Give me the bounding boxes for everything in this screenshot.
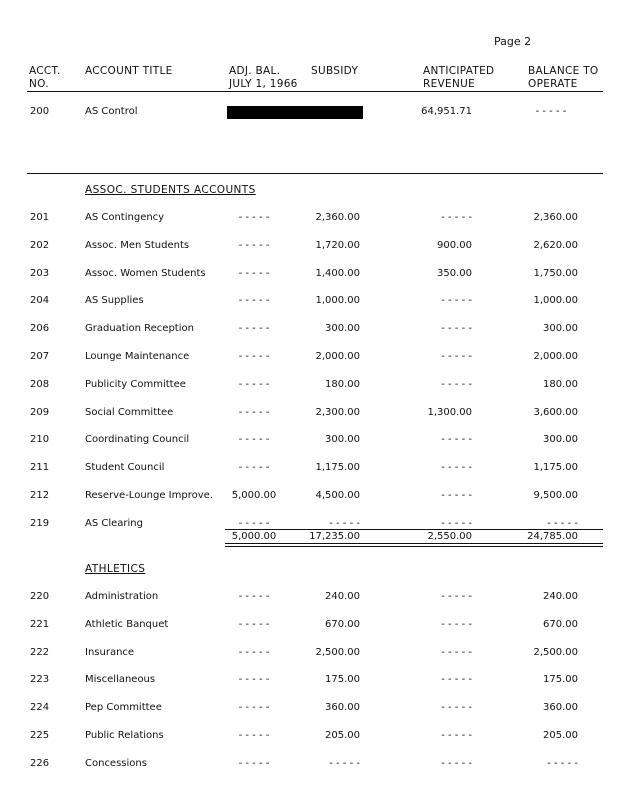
row-revenue: - - - - - (441, 674, 472, 685)
row-account-title: Graduation Reception (85, 323, 194, 334)
row-acct-no: 207 (30, 351, 50, 362)
row-adj-balance: - - - - - (238, 730, 270, 741)
row-account-title: Student Council (85, 462, 165, 473)
row-revenue: 900.00 (437, 240, 472, 251)
row-account-title: Assoc. Men Students (85, 240, 190, 251)
row-subsidy: - - - - - (329, 758, 360, 769)
row-balance: 2,500.00 (533, 647, 578, 658)
redaction-bar (227, 106, 363, 119)
total-adj-balance: 5,000.00 (231, 531, 277, 542)
row-subsidy: 300.00 (325, 323, 360, 334)
row-revenue: - - - - - (441, 323, 472, 334)
row-acct-no: 209 (30, 407, 50, 418)
row-balance: 205.00 (543, 730, 578, 741)
row-balance: 2,000.00 (533, 351, 578, 362)
row-acct-no: 222 (30, 647, 50, 658)
row-revenue: - - - - - (441, 591, 472, 602)
row-account-title: Lounge Maintenance (85, 351, 190, 362)
totals-underline (225, 543, 603, 544)
row-balance: 3,600.00 (533, 407, 578, 418)
row-acct-no: 221 (30, 619, 50, 630)
row-balance: 2,620.00 (533, 240, 578, 251)
row-account-title: Reserve-Lounge Improve. (85, 490, 213, 501)
row-acct-no: 225 (30, 730, 50, 741)
row-revenue: - - - - - (441, 702, 472, 713)
row-subsidy: 1,175.00 (315, 462, 360, 473)
row-acct-no: 202 (30, 240, 50, 251)
row-account-title: Miscellaneous (85, 674, 156, 685)
row-account-title: Public Relations (85, 730, 164, 741)
row-account-title: Pep Committee (85, 702, 162, 713)
row-adj-balance: - - - - - (238, 758, 270, 769)
row-acct-no: 203 (30, 268, 50, 279)
row-balance: 1,175.00 (533, 462, 578, 473)
total-subsidy: 17,235.00 (309, 531, 360, 542)
row-acct-no: 219 (30, 518, 50, 529)
row-account-title: Administration (85, 591, 159, 602)
row-adj-balance: - - - - - (238, 702, 270, 713)
row-revenue: - - - - - (441, 758, 472, 769)
row-subsidy: 2,000.00 (315, 351, 360, 362)
totals-rule (225, 529, 603, 530)
row-revenue: - - - - - (441, 295, 472, 306)
section-title: ASSOC. STUDENTS ACCOUNTS (85, 184, 256, 196)
header-anticipated-revenue: ANTICIPATED REVENUE (423, 65, 495, 90)
row-adj-balance: - - - - - (238, 518, 270, 529)
row-balance: 9,500.00 (533, 490, 578, 501)
row-subsidy: - - - - - (329, 518, 360, 529)
row-subsidy: 1,400.00 (315, 268, 360, 279)
header-rule (27, 91, 603, 92)
row-adj-balance: - - - - - (238, 434, 270, 445)
row-balance: 2,360.00 (533, 212, 578, 223)
row-balance: 300.00 (543, 434, 578, 445)
row-subsidy: 1,000.00 (315, 295, 360, 306)
row-adj-balance: - - - - - (238, 619, 270, 630)
row-balance: 670.00 (543, 619, 578, 630)
row-account-title: Assoc. Women Students (85, 268, 206, 279)
row-balance: - - - - - (547, 758, 578, 769)
row-revenue: 350.00 (437, 268, 472, 279)
row-adj-balance: 5,000.00 (231, 490, 277, 501)
row-account-title: Social Committee (85, 407, 174, 418)
row-revenue: - - - - - (441, 434, 472, 445)
row-revenue: - - - - - (441, 619, 472, 630)
row-acct-no: 211 (30, 462, 50, 473)
page-number: Page 2 (494, 35, 532, 48)
header-adj-balance: ADJ. BAL. JULY 1, 1966 (229, 65, 298, 90)
total-revenue: 2,550.00 (427, 531, 472, 542)
row-subsidy: 360.00 (325, 702, 360, 713)
row-acct-no: 226 (30, 758, 50, 769)
row-acct-no: 210 (30, 434, 50, 445)
section-title: ATHLETICS (85, 563, 146, 575)
row-adj-balance: - - - - - (238, 407, 270, 418)
row-balance: - - - - - (547, 518, 578, 529)
row-revenue: 1,300.00 (427, 407, 472, 418)
row-account-title: Publicity Committee (85, 379, 186, 390)
row-acct-no: 204 (30, 295, 50, 306)
row-account-title: Concessions (85, 758, 147, 769)
section-rule (27, 173, 603, 174)
row-adj-balance: - - - - - (238, 379, 270, 390)
row-acct-no: 208 (30, 379, 50, 390)
header-subsidy: SUBSIDY (311, 65, 359, 77)
row-revenue: - - - - - (441, 518, 472, 529)
row-adj-balance: - - - - - (238, 351, 270, 362)
row-revenue: - - - - - (441, 351, 472, 362)
row-acct-no: 224 (30, 702, 50, 713)
row-subsidy: 2,360.00 (315, 212, 360, 223)
row-subsidy: 175.00 (325, 674, 360, 685)
row-acct-no: 206 (30, 323, 50, 334)
row-adj-balance: - - - - - (238, 647, 270, 658)
row-revenue: - - - - - (441, 212, 472, 223)
row-account-title: AS Clearing (85, 518, 143, 529)
row-balance: 360.00 (543, 702, 578, 713)
control-revenue: 64,951.71 (421, 106, 472, 117)
row-account-title: Coordinating Council (85, 434, 190, 445)
row-subsidy: 1,720.00 (315, 240, 360, 251)
row-account-title: Athletic Banquet (85, 619, 169, 630)
row-adj-balance: - - - - - (238, 323, 270, 334)
row-balance: 1,750.00 (533, 268, 578, 279)
row-balance: 240.00 (543, 591, 578, 602)
total-balance: 24,785.00 (527, 531, 578, 542)
row-adj-balance: - - - - - (238, 295, 270, 306)
row-acct-no: 220 (30, 591, 50, 602)
row-subsidy: 180.00 (325, 379, 360, 390)
totals-double-underline (225, 546, 603, 547)
row-balance: 180.00 (543, 379, 578, 390)
row-revenue: - - - - - (441, 462, 472, 473)
header-account-title: ACCOUNT TITLE (85, 65, 173, 77)
row-adj-balance: - - - - - (238, 212, 270, 223)
row-account-title: Insurance (85, 647, 135, 658)
row-subsidy: 2,500.00 (315, 647, 360, 658)
header-acct-no: ACCT. NO. (29, 65, 61, 90)
row-adj-balance: - - - - - (238, 268, 270, 279)
row-subsidy: 2,300.00 (315, 407, 360, 418)
row-adj-balance: - - - - - (238, 674, 270, 685)
row-acct-no: 223 (30, 674, 50, 685)
row-revenue: - - - - - (441, 379, 472, 390)
row-balance: 300.00 (543, 323, 578, 334)
row-acct-no: 201 (30, 212, 50, 223)
row-account-title: AS Contingency (85, 212, 165, 223)
row-adj-balance: - - - - - (238, 240, 270, 251)
row-revenue: - - - - - (441, 730, 472, 741)
row-subsidy: 205.00 (325, 730, 360, 741)
row-subsidy: 300.00 (325, 434, 360, 445)
row-subsidy: 4,500.00 (315, 490, 360, 501)
header-balance-to-operate: BALANCE TO OPERATE (528, 65, 599, 90)
row-subsidy: 240.00 (325, 591, 360, 602)
row-balance: 1,000.00 (533, 295, 578, 306)
row-subsidy: 670.00 (325, 619, 360, 630)
row-account-title: AS Supplies (85, 295, 144, 306)
row-revenue: - - - - - (441, 647, 472, 658)
control-title: AS Control (85, 106, 138, 117)
row-acct-no: 212 (30, 490, 50, 501)
control-acct-no: 200 (30, 106, 50, 117)
row-revenue: - - - - - (441, 490, 472, 501)
row-balance: 175.00 (543, 674, 578, 685)
control-balance: - - - - - (535, 106, 567, 117)
row-adj-balance: - - - - - (238, 462, 270, 473)
row-adj-balance: - - - - - (238, 591, 270, 602)
